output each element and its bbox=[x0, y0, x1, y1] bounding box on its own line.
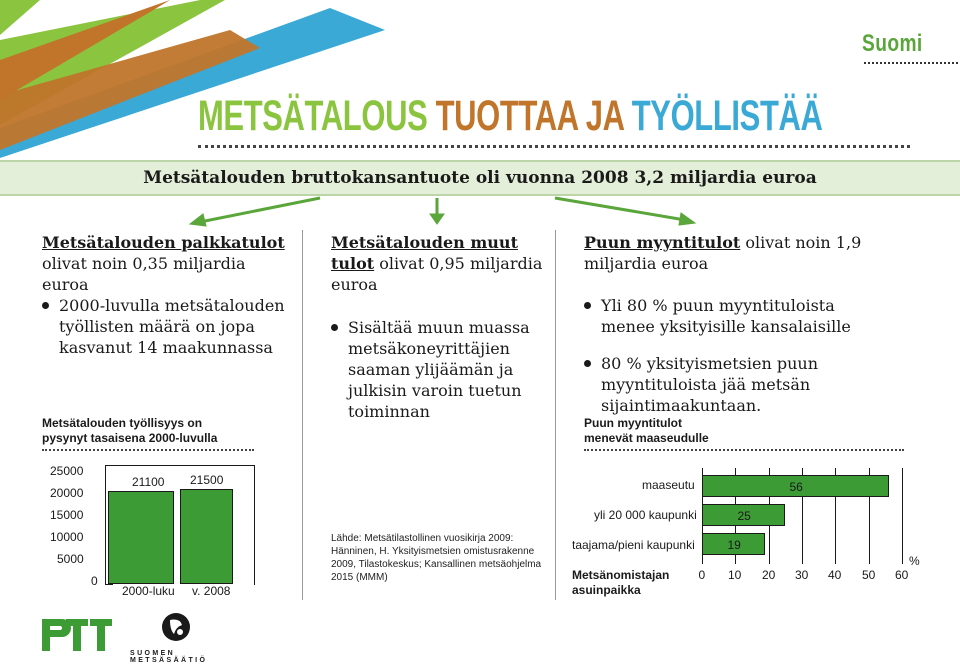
column-divider-1 bbox=[302, 230, 303, 600]
col1-heading-rest: olivat noin 0,35 miljardia euroa bbox=[42, 254, 246, 294]
category-label: maaseutu bbox=[642, 478, 695, 492]
title-part-2: TUOTTAA JA bbox=[435, 92, 624, 140]
title-part-1: METSÄTALOUS bbox=[198, 92, 428, 140]
list-item: Sisältää muun muassa metsäkoneyrittäjien saaman ylijäämän ja julkisin varoin tuetun toiminnan bbox=[331, 317, 536, 422]
bar-value-label: 21500 bbox=[190, 473, 224, 487]
column-divider-2 bbox=[555, 230, 556, 600]
list-item: 80 % yksityismetsien puun myyntituloista jää metsän sijaintimaakuntaan. bbox=[584, 353, 929, 416]
col2-heading-bold: Metsätalouden muut tulot bbox=[331, 233, 518, 273]
x-tick-label: 60 bbox=[895, 568, 909, 582]
x-tick-label: 30 bbox=[795, 568, 809, 582]
x-tick-label: v. 2008 bbox=[192, 584, 231, 598]
col3-heading bbox=[584, 232, 884, 274]
title-part-3: TYÖLLISTÄÄ bbox=[631, 92, 823, 140]
y-tick-label: 10000 bbox=[50, 530, 84, 544]
bar-value-label: 56 bbox=[789, 480, 803, 494]
bar-value-label: 25 bbox=[737, 509, 751, 523]
sales-income-chart bbox=[560, 462, 950, 602]
y-tick-label: 25000 bbox=[50, 464, 84, 478]
list-item: 2000-luvulla metsätalouden työllisten määrä on jopa kasvanut 14 maakunnassa bbox=[42, 295, 292, 358]
y-tick-label: 5000 bbox=[57, 552, 84, 566]
col3-heading-bold: Puun myyntitulot bbox=[584, 233, 741, 252]
y-tick-label: 0 bbox=[91, 574, 98, 588]
col2-heading bbox=[331, 232, 546, 295]
bar-value-label: 19 bbox=[727, 538, 741, 552]
list-item: Yli 80 % puun myyntituloista menee yksityisille kansalaisille bbox=[584, 295, 929, 337]
page-title bbox=[198, 92, 822, 141]
country-label: Suomi bbox=[862, 30, 923, 57]
col3-heading-rest: olivat noin 1,9 miljardia euroa bbox=[584, 233, 862, 273]
banner-arrows bbox=[0, 196, 960, 230]
bar-value-label: 21100 bbox=[132, 475, 165, 489]
col1-heading bbox=[42, 232, 292, 295]
col1-chart-title: Metsätalouden työllisyys on pysynyt tasaisena 2000-luvulla bbox=[42, 416, 218, 445]
col3-chart-title: Puun myyntitulot menevät maaseudulle bbox=[584, 416, 709, 445]
gdp-banner: Metsätalouden bruttokansantuote oli vuonna 2008 3,2 miljardia euroa bbox=[0, 160, 960, 196]
x-tick-label: 20 bbox=[762, 568, 776, 582]
gridline bbox=[902, 468, 903, 564]
y-tick-label: 20000 bbox=[50, 486, 84, 500]
foundation-name: SUOMEN METSÄSÄÄTIÖ bbox=[130, 650, 208, 664]
x-tick-label: 0 bbox=[698, 568, 706, 582]
col3-bullets bbox=[584, 295, 929, 432]
col1-heading-bold: Metsätalouden palkkatulot bbox=[42, 233, 285, 252]
x-tick-label: 50 bbox=[862, 568, 876, 582]
foundation-logo bbox=[130, 612, 240, 664]
country-underline bbox=[864, 62, 958, 64]
x-tick-label: 2000-luku bbox=[122, 584, 175, 598]
x-tick-label: 40 bbox=[828, 568, 842, 582]
source-note: Lähde: Metsätilastollinen vuosikirja 2009: Hänninen, H. Yksityismetsien omistusrakenne 2009, Tilastokeskus; Kansallinen metsäohjelma 2015 (MMM) bbox=[331, 533, 542, 583]
bar-v-2008 bbox=[180, 489, 233, 584]
category-label: taajama/pieni kaupunki bbox=[572, 538, 695, 552]
col3-chart-underline bbox=[584, 449, 904, 451]
employment-chart bbox=[40, 462, 260, 602]
ptt-logo bbox=[40, 617, 114, 653]
x-tick-label: 10 bbox=[728, 568, 742, 582]
title-underline bbox=[198, 145, 910, 148]
y-axis-title: Metsänomistajan asuinpaikka bbox=[572, 568, 670, 597]
col1-bullets bbox=[42, 295, 292, 374]
x-axis-ticks bbox=[698, 568, 909, 584]
bar-2000-luku bbox=[108, 491, 174, 584]
x-axis-unit: % bbox=[909, 554, 920, 568]
col2-heading-rest: olivat 0,95 miljardia euroa bbox=[331, 254, 543, 294]
chart-axis-line bbox=[105, 584, 113, 585]
col2-bullets bbox=[331, 317, 536, 438]
category-label: yli 20 000 kaupunki bbox=[594, 508, 697, 522]
y-tick-label: 15000 bbox=[50, 508, 84, 522]
col1-chart-underline bbox=[42, 449, 254, 451]
foundation-emblem-icon bbox=[130, 612, 240, 642]
